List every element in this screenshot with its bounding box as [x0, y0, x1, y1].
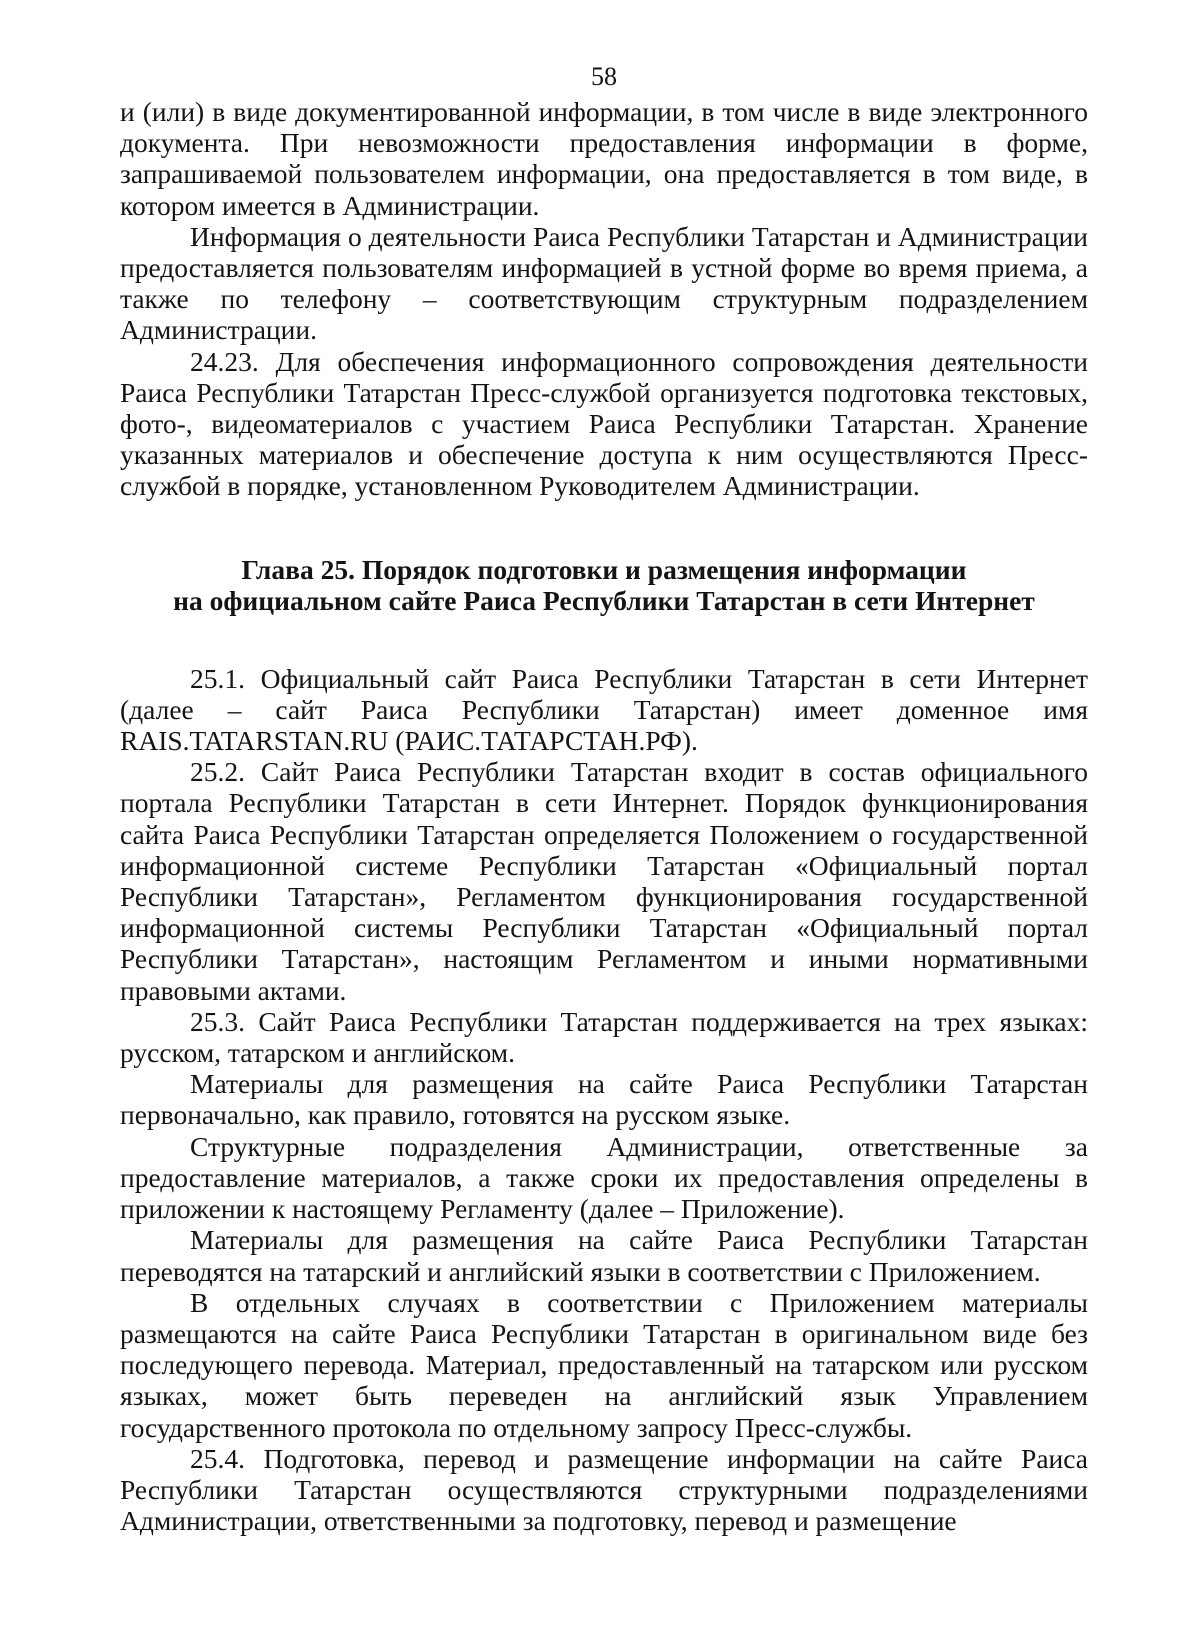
- paragraph-25-4: 25.4. Подготовка, перевод и размещение информации на сайте Раиса Республики Татарстан осуществляются структурными подразделениями Администрации, ответственными за подготовку, перевод и размещение: [120, 1442, 1088, 1537]
- document-page: [120, 62, 1088, 1536]
- paragraph-24-23: 24.23. Для обеспечения информационного сопровождения деятельности Раиса Республики Татарстан Пресс-службой организуется подготовка текстовых, фото-, видеоматериалов с участием Раиса Республики Татарстан. Хранение указанных материалов и обеспечение доступа к ним осуществляются Пресс-службой в порядке, установленном Руководителем Администрации.: [120, 345, 1088, 502]
- paragraph-25-2: 25.2. Сайт Раиса Республики Татарстан входит в состав официального портала Республики Татарстан в сети Интернет. Порядок функционирования сайта Раиса Республики Татарстан определяется Положением о государственной информационной системе Республики Татарстан «Официальный портал Республики Татарстан», Регламентом функционирования государственной информационной системы Республики Татарстан «Официальный портал Республики Татарстан», настоящим Регламентом и иными нормативными правовыми актами.: [120, 756, 1088, 1006]
- chapter-heading: [120, 554, 1088, 617]
- paragraph-structural-units: Структурные подразделения Администрации, ответственные за предоставление материалов, а также сроки их предоставления определены в приложении к настоящему Регламенту (далее – Приложение).: [120, 1130, 1088, 1225]
- page-number: 58: [591, 62, 617, 91]
- paragraph-continuation: и (или) в виде документированной информации, в том числе в виде электронного документа. При невозможности предоставления информации в форме, запрашиваемой пользователем информации, она предоставляется в том виде, в котором имеется в Администрации.: [120, 96, 1088, 221]
- paragraph-25-1: 25.1. Официальный сайт Раиса Республики Татарстан в сети Интернет (далее – сайт Раиса Республики Татарстан) имеет доменное имя RAIS.TATARSTAN.RU (РАИС.ТАТАРСТАН.РФ).: [120, 662, 1088, 757]
- paragraph-special-cases: В отдельных случаях в соответствии с Приложением материалы размещаются на сайте Раиса Республики Татарстан в оригинальном виде без последующего перевода. Материал, предоставленный на татарском или русском языках, может быть переведен на английский язык Управлением государственного протокола по отдельному запросу Пресс-службы.: [120, 1286, 1088, 1443]
- paragraph-materials-russian: Материалы для размещения на сайте Раиса Республики Татарстан первоначально, как правило, готовятся на русском языке.: [120, 1068, 1088, 1131]
- paragraph-25-3: 25.3. Сайт Раиса Республики Татарстан поддерживается на трех языках: русском, татарском и английском.: [120, 1005, 1088, 1069]
- chapter-heading-line-1: Глава 25. Порядок подготовки и размещения информации: [241, 553, 967, 585]
- chapter-heading-line-2: на официальном сайте Раиса Республики Татарстан в сети Интернет: [173, 585, 1035, 617]
- paragraph-information-oral: Информация о деятельности Раиса Республики Татарстан и Администрации предоставляется пользователям информацией в устной форме во время приема, а также по телефону – соответствующим структурным подразделением Администрации.: [120, 220, 1088, 346]
- paragraph-materials-translation: Материалы для размещения на сайте Раиса Республики Татарстан переводятся на татарский и английский языки в соответствии с Приложением.: [120, 1224, 1088, 1287]
